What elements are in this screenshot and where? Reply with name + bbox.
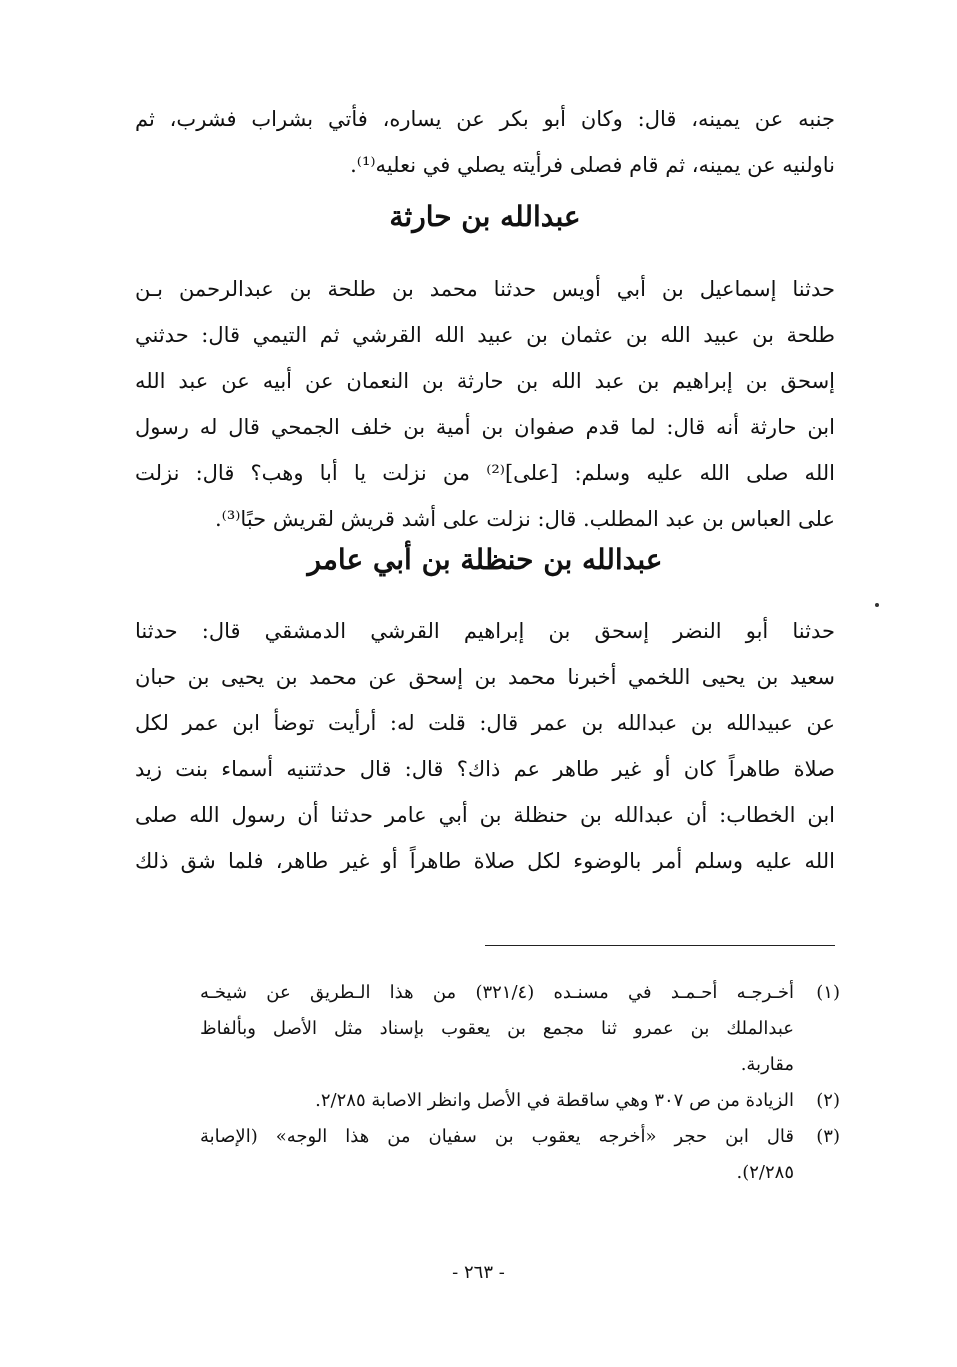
paragraph-line: جنبه عن يمينه، قال: وكان أبو بكر عن يساره، فأتي بشراب فشرب، ثم	[135, 107, 835, 131]
section-heading: عبدالله بن حارثة	[389, 200, 581, 233]
footnote-item	[200, 1119, 840, 1191]
paragraph-line: على العباس بن عبد المطلب. قال: نزلت على أشد قريش لقريش حبًا⁽³⁾.	[215, 507, 835, 531]
paragraph-line: ناولنيه عن يمينه، ثم قام فصلى فرأيته يصلي في نعليه⁽¹⁾.	[350, 153, 835, 177]
footnote-line: قال ابن حجر «أخرجه يعقوب بن سفيان من هذا الوجه» (الإصابة	[200, 1126, 794, 1147]
footnote-number: (١)	[816, 982, 840, 1003]
footnote-item	[200, 1083, 840, 1119]
page-number: - ٢٦٣ -	[452, 1262, 505, 1283]
paragraph-line: الله عليه وسلم أمر بالوضوء لكل صلاة طاهراً أو غير طاهر، فلما شق ذلك	[135, 849, 835, 873]
paragraph-line: صلاة طاهراً كان أو غير طاهر عم ذاك؟ قال: قال حدثتنيه أسماء بنت زيد	[135, 757, 835, 781]
section-body	[135, 266, 835, 542]
footnote-line: أخـرجـه أحـمـد في مسنـده (٣٢١/٤) من هذا الـطريق عن شيخـه	[200, 982, 794, 1003]
footnote-number: (٢)	[816, 1090, 840, 1111]
paragraph-line: سعيد بن يحيى اللخمي أخبرنا محمد بن إسحق عن محمد بن يحيى بن حبان	[135, 665, 835, 689]
section-heading: عبدالله بن حنظلة بن أبي عامر	[307, 543, 663, 576]
footnote-line: عبدالملك بن عمرو ثنا مجمع بن يعقوب بإسناد مثل الأصل وبألفاظ	[200, 1018, 794, 1039]
footnote-line: مقاربة.	[740, 1054, 794, 1075]
paragraph-line: حدثنا إسماعيل بن أبي أويس حدثنا محمد بن طلحة بن عبدالرحمن بـن	[135, 277, 835, 301]
paragraph-line: إسحق بن إبراهيم بن عبد الله بن حارثة بن النعمان عن أبيه عن عبد الله	[135, 369, 835, 393]
section-body	[135, 608, 835, 884]
footnote-number: (٣)	[816, 1126, 840, 1147]
footnote-body	[200, 975, 794, 1083]
footnote-item	[200, 975, 840, 1083]
scan-speck	[875, 603, 879, 607]
footnotes	[200, 975, 840, 1191]
paragraph-line: ابن حارثة أنه قال: لما قدم صفوان بن أمية بن خلف الجمحي قال له رسول	[135, 415, 835, 439]
paragraph-line: ابن الخطاب: أن عبدالله بن حنظلة بن أبي عامر حدثنا أن رسول الله صلى	[135, 803, 835, 827]
footnote-body	[200, 1083, 794, 1119]
paragraph-line: عن عبيدالله بن عبدالله بن عمر قال: قلت له: أرأيت توضأ ابن عمر لكل	[135, 711, 835, 735]
paragraph-line: طلحة بن عبيد الله بن عثمان بن عبيد الله القرشي ثم التيمي قال: حدثني	[135, 323, 835, 347]
footnote-body	[200, 1119, 794, 1191]
footnote-separator	[485, 945, 835, 946]
paragraph-line: حدثنا أبو النضر إسحق بن إبراهيم القرشي الدمشقي قال: حدثنا	[135, 619, 835, 643]
top-paragraph	[135, 96, 835, 188]
paragraph-line: الله صلى الله عليه وسلم: [على]⁽²⁾ من نزلت يا أبا وهب؟ قال: نزلت	[135, 461, 835, 485]
footnote-line: ٢/٢٨٥).	[736, 1162, 794, 1183]
footnote-line: الزيادة من ص ٣٠٧ وهي ساقطة في الأصل وانظر الاصابة ٢/٢٨٥.	[315, 1090, 794, 1111]
